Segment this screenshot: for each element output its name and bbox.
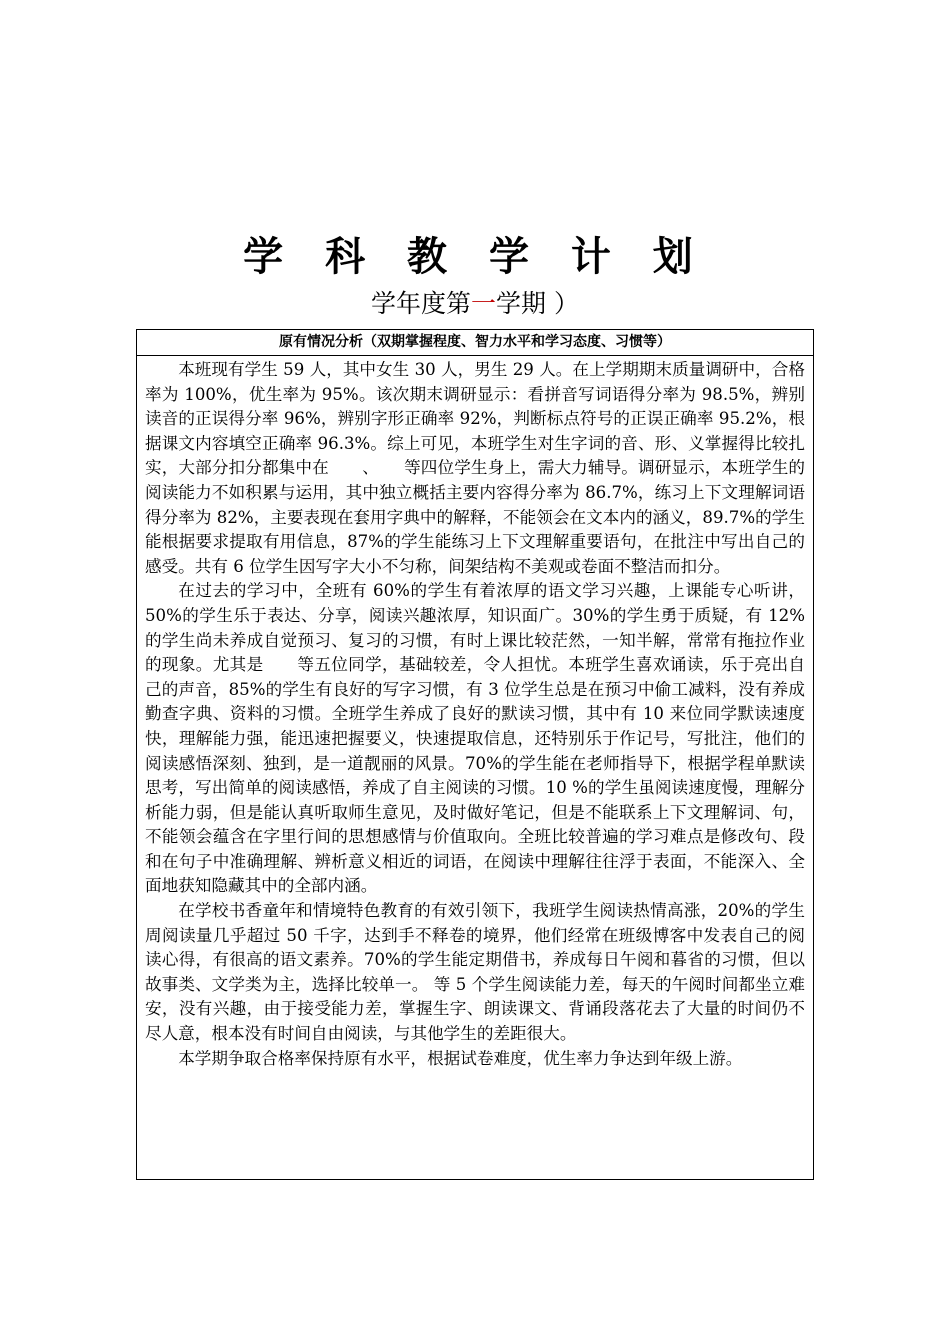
section-header: 原有情况分析（双期掌握程度、智力水平和学习态度、习惯等） (137, 330, 813, 356)
paragraph-reading: 在学校书香童年和情境特色教育的有效引领下，我班学生阅读热情高涨，20%的学生周阅读量几乎超过 50 千字，达到手不释卷的境界，他们经常在班级博客中发表自己的阅读心得，有很高的语文素养。70%的学生能定期借书，养成每日午阅和暮省的习惯，但以故事类、文学类为主，选择比较单一。 等 5 个学生阅读能力差，每天的午阅时间都坐立难安，没有兴趣，由于接受能力差，掌握生字、朗读课文、背诵段落花去了大量的时间仍不尽人意，根本没有时间自由阅读，与其他学生的差距很大。 (145, 901, 805, 1044)
subtitle-suffix: 学期 ） (496, 289, 579, 318)
document-subtitle (0, 286, 950, 322)
analysis-table (136, 329, 814, 1180)
subtitle-term-mark: 一 (471, 289, 497, 318)
paragraph-learning-habits: 在过去的学习中，全班有 60%的学生有着浓厚的语文学习兴趣，上课能专心听讲，50%的学生乐于表达、分享，阅读兴趣浓厚，知识面广。30%的学生勇于质疑，有 12%的学生尚未养成自觉预习、复习的习惯，有时上课比较茫然，一知半解，常常有拖拉作业的现象。尤其是 等五位同学，基础较差，令人担忧。本班学生喜欢诵读，乐于亮出自己的声音，85%的学生有良好的写字习惯，有 3 位学生总是在预习中偷工减料，没有养成勤查字典、资料的习惯。全班学生养成了良好的默读习惯，其中有 10 来位同学默读速度快，理解能力强，能迅速把握要义，快速提取信息，还特别乐于作记号，写批注，他们的阅读感悟深刻、独到，是一道靓丽的风景。70%的学生能在老师指导下，根据学程单默读思考，写出简单的阅读感悟，养成了自主阅读的习惯。10 %的学生虽阅读速度慢，理解分析能力弱，但是能认真听取师生意见，及时做好笔记，但是不能联系上下文理解词、句，不能领会蕴含在字里行间的思想感情与价值取向。全班比较普遍的学习难点是修改句、段和在句子中准确理解、辨析意义相近的词语，在阅读中理解往往浮于表面，不能深入、全面地获知隐藏其中的全部内涵。 (145, 581, 805, 896)
paragraph-goal: 本学期争取合格率保持原有水平，根据试卷难度，优生率力争达到年级上游。 (178, 1048, 743, 1068)
subtitle-prefix: 学年度第 (371, 289, 472, 318)
analysis-content (137, 356, 813, 1071)
document-title: 学 科 教 学 计 划 (243, 234, 707, 280)
paragraph-exam-analysis: 本班现有学生 59 人，其中女生 30 人，男生 29 人。在上学期期末质量调研中，合格率为 100%，优生率为 95%。该次期末调研显示：看拼音写词语得分率为 98.5%，辨别读音的正误得分率 96%，辨别字形正确率 92%，判断标点符号的正误正确率 95.2%，根据课文内容填空正确率 96.3%。综上可见，本班学生对生字词的音、形、义掌握得比较扎实，大部分扣分都集中在 、 等四位学生身上，需大力辅导。调研显示，本班学生的阅读能力不如积累与运用，其中独立概括主要内容得分率为 86.7%，练习上下文理解词语得分率为 82%，主要表现在套用字典中的解释，不能领会在文本内的涵义，89.7%的学生能根据要求提取有用信息，87%的学生能练习上下文理解重要语句，在批注中写出自己的感受。共有 6 位学生因写字大小不匀称，间架结构不美观或卷面不整洁而扣分。 (145, 360, 805, 576)
